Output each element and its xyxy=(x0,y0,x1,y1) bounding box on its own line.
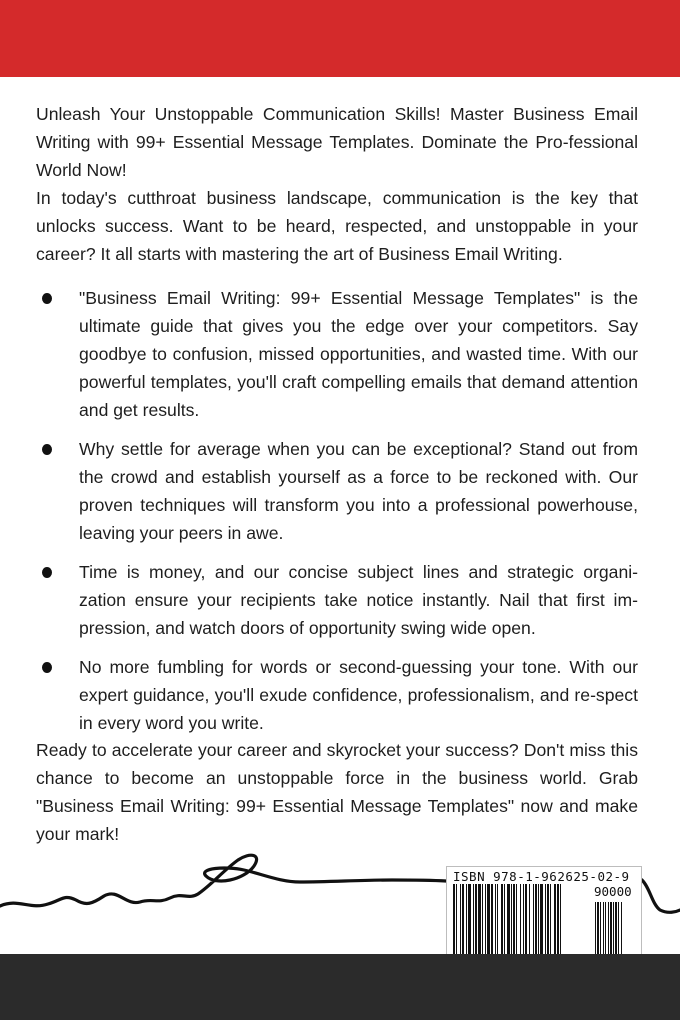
price-code: 90000 xyxy=(594,884,632,899)
bullet-text: "Business Email Writing: 99+ Essential Message Templates" is the ultimate guide that gives you the edge over your competitors. Say goodbye to confusion, missed opportunities, and wasted time. With our powerful templates, you'll craft compelling emails that demand attention and get results. xyxy=(79,288,638,420)
bullet-list xyxy=(36,284,638,737)
intro-section xyxy=(36,100,638,268)
bullet-dot-icon xyxy=(42,293,52,304)
intro-paragraph: In today's cutthroat business landscape, communication is the key that unlocks success. Want to be heard, respected, and unstoppable in your career? It all starts with mastering the art of Business Email Writing. xyxy=(36,188,638,264)
headline-text: Unleash Your Unstoppable Communication Skills! Master Business Email Writing with 99+ Essential Message Templates. Dominate the Pro-fessional World Now! xyxy=(36,104,638,180)
bullet-text: Why settle for average when you can be exceptional? Stand out from the crowd and establish yourself as a force to be reckoned with. Our proven techniques will transform you into a professional powerhouse, leaving your peers in awe. xyxy=(79,439,638,543)
bullet-item xyxy=(36,653,638,737)
bullet-item xyxy=(36,284,638,424)
bullet-dot-icon xyxy=(42,444,52,455)
bullet-text: Time is money, and our concise subject lines and strategic organi-zation ensure your recipients take notice instantly. Nail that first im-pression, and watch doors of opportunity swing wide open. xyxy=(79,562,638,638)
bullet-item xyxy=(36,435,638,547)
bullet-item xyxy=(36,558,638,642)
bullet-dot-icon xyxy=(42,567,52,578)
bottom-dark-band xyxy=(0,954,680,1020)
top-red-band xyxy=(0,0,680,77)
bullet-dot-icon xyxy=(42,662,52,673)
isbn-label: ISBN 978-1-962625-02-9 xyxy=(453,869,630,884)
bullet-text: No more fumbling for words or second-guessing your tone. With our expert guidance, you'll exude confidence, professionalism, and re-spect in every word you write. xyxy=(79,657,638,733)
closing-paragraph: Ready to accelerate your career and skyrocket your success? Don't miss this chance to become an unstoppable force in the business world. Grab "Business Email Writing: 99+ Essential Message Templates" now and make your mark! xyxy=(36,740,638,844)
